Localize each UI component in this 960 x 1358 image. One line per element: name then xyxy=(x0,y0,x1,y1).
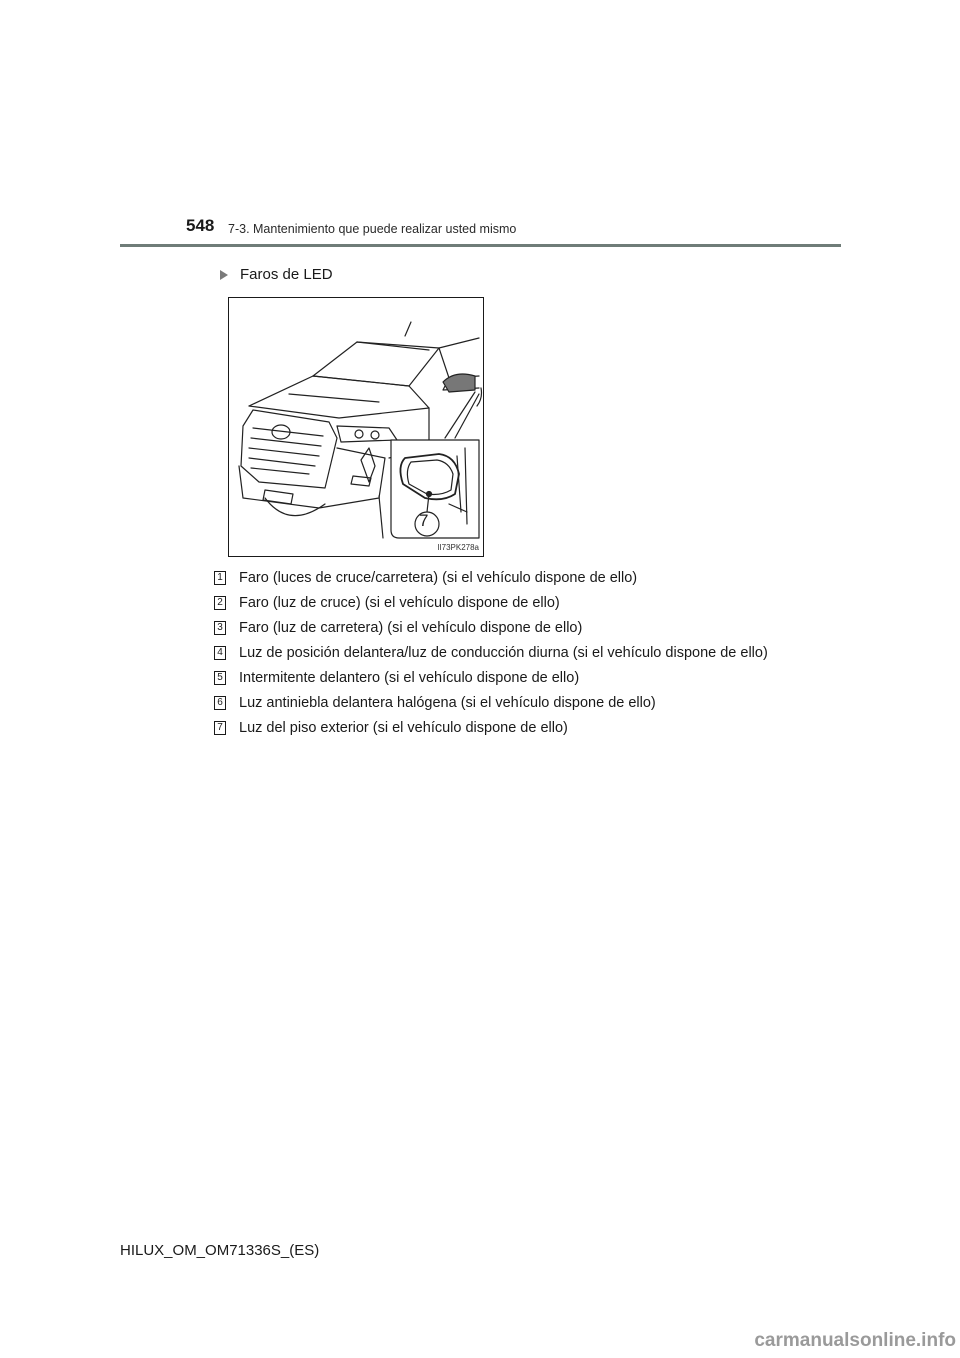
document-footer: HILUX_OM_OM71336S_(ES) xyxy=(120,1242,320,1259)
callout-number: 7 xyxy=(419,511,429,530)
legend-text: Faro (luces de cruce/carretera) (si el vehículo dispone de ello) xyxy=(239,570,638,586)
number-box: 4 xyxy=(214,646,226,660)
legend-item xyxy=(214,593,774,614)
subheading xyxy=(220,266,333,283)
legend-item xyxy=(214,693,774,714)
legend-list xyxy=(214,568,774,743)
legend-text: Luz antiniebla delantera halógena (si el vehículo dispone de ello) xyxy=(239,695,656,711)
legend-item xyxy=(214,568,774,589)
vehicle-illustration xyxy=(228,297,484,557)
page-number: 548 xyxy=(186,216,215,235)
number-box: 6 xyxy=(214,696,226,710)
legend-text: Faro (luz de carretera) (si el vehículo dispone de ello) xyxy=(239,620,583,636)
figure-code: II73PK278a xyxy=(437,543,479,552)
header-divider xyxy=(120,244,841,247)
subheading-label: Faros de LED xyxy=(240,266,333,283)
legend-text: Intermitente delantero (si el vehículo dispone de ello) xyxy=(239,670,580,686)
legend-item xyxy=(214,718,774,739)
legend-text: Luz del piso exterior (si el vehículo dispone de ello) xyxy=(239,720,568,736)
pickup-truck-drawing xyxy=(229,298,484,557)
number-box: 1 xyxy=(214,571,226,585)
section-title: 7-3. Mantenimiento que puede realizar usted mismo xyxy=(228,222,517,236)
number-box: 2 xyxy=(214,596,226,610)
legend-text: Luz de posición delantera/luz de conducción diurna (si el vehículo dispone de ello) xyxy=(239,645,768,661)
arrow-bullet-icon xyxy=(220,270,228,280)
number-box: 7 xyxy=(214,721,226,735)
number-box: 3 xyxy=(214,621,226,635)
watermark-link[interactable]: carmanualsonline.info xyxy=(754,1330,956,1351)
legend-text: Faro (luz de cruce) (si el vehículo dispone de ello) xyxy=(239,595,560,611)
legend-item xyxy=(214,643,774,664)
legend-item xyxy=(214,618,774,639)
number-box: 5 xyxy=(214,671,226,685)
legend-item xyxy=(214,668,774,689)
